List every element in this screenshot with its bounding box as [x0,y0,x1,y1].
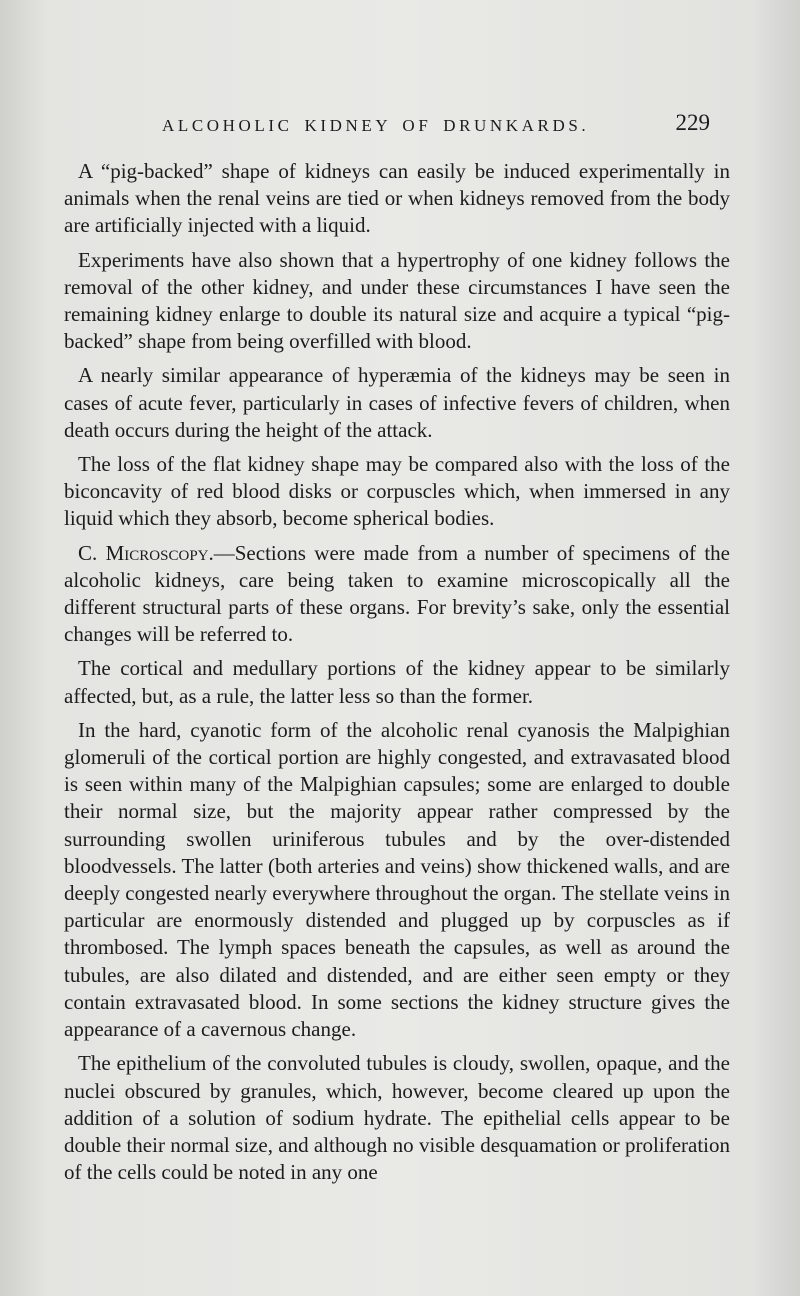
page-number: 229 [675,110,710,135]
paragraph: A nearly similar appearance of hyperæmia of the kidneys may be seen in cases of acute fever, particularly in cases of infective fevers of children, when death occurs during the height of the attack. [64,363,730,442]
paragraph: The loss of the flat kidney shape may be compared also with the loss of the biconcavity of red blood disks or corpuscles which, when immersed in any liquid which they absorb, become spherical bodies. [64,452,730,531]
page-header [150,110,710,140]
body-text [64,158,730,1193]
paragraph: A “pig-backed” shape of kidneys can easily be induced experimentally in animals when the renal veins are tied or when kidneys removed from the body are artificially injected with a liquid. [64,159,730,238]
paragraph: C. Microscopy.—Sections were made from a number of specimens of the alcoholic kidneys, care being taken to examine microscopically all the different structural parts of these organs. For brevity’s sake, only the essential changes will be referred to. [64,540,730,647]
section-heading: C. Microscopy. [78,540,214,565]
paragraph: Experiments have also shown that a hypertrophy of one kidney follows the removal of the other kidney, and under these circumstances I have seen the remaining kidney enlarge to double its natural size and acquire a typical “pig-backed” shape from being overfilled with blood. [64,247,730,354]
paragraph: The epithelium of the convoluted tubules is cloudy, swollen, opaque, and the nuclei obscured by granules, which, however, become cleared up upon the addition of a solution of sodium hydrate. The epithelial cells appear to be double their normal size, and although no visible desquamation or proliferation of the cells could be noted in any one [64,1051,730,1185]
running-head: ALCOHOLIC KIDNEY OF DRUNKARDS. [162,116,590,135]
paragraph: The cortical and medullary portions of the kidney appear to be similarly affected, but, as a rule, the latter less so than the former. [64,656,730,708]
paragraph: In the hard, cyanotic form of the alcoholic renal cyanosis the Malpighian glomeruli of the cortical portion are highly congested, and extravasated blood is seen within many of the Malpighian capsules; some are enlarged to double their normal size, but the majority appear rather compressed by the surrounding swollen uriniferous tubules and by the over-distended bloodvessels. The latter (both arteries and veins) show thickened walls, and are deeply congested nearly everywhere throughout the organ. The stellate veins in particular are enormously distended and plugged up by corpuscles as if thrombosed. The lymph spaces beneath the capsules, as well as around the tubules, are also dilated and distended, and are either seen empty or they contain extravasated blood. In some sections the kidney structure gives the appearance of a cavernous change. [64,717,730,1042]
